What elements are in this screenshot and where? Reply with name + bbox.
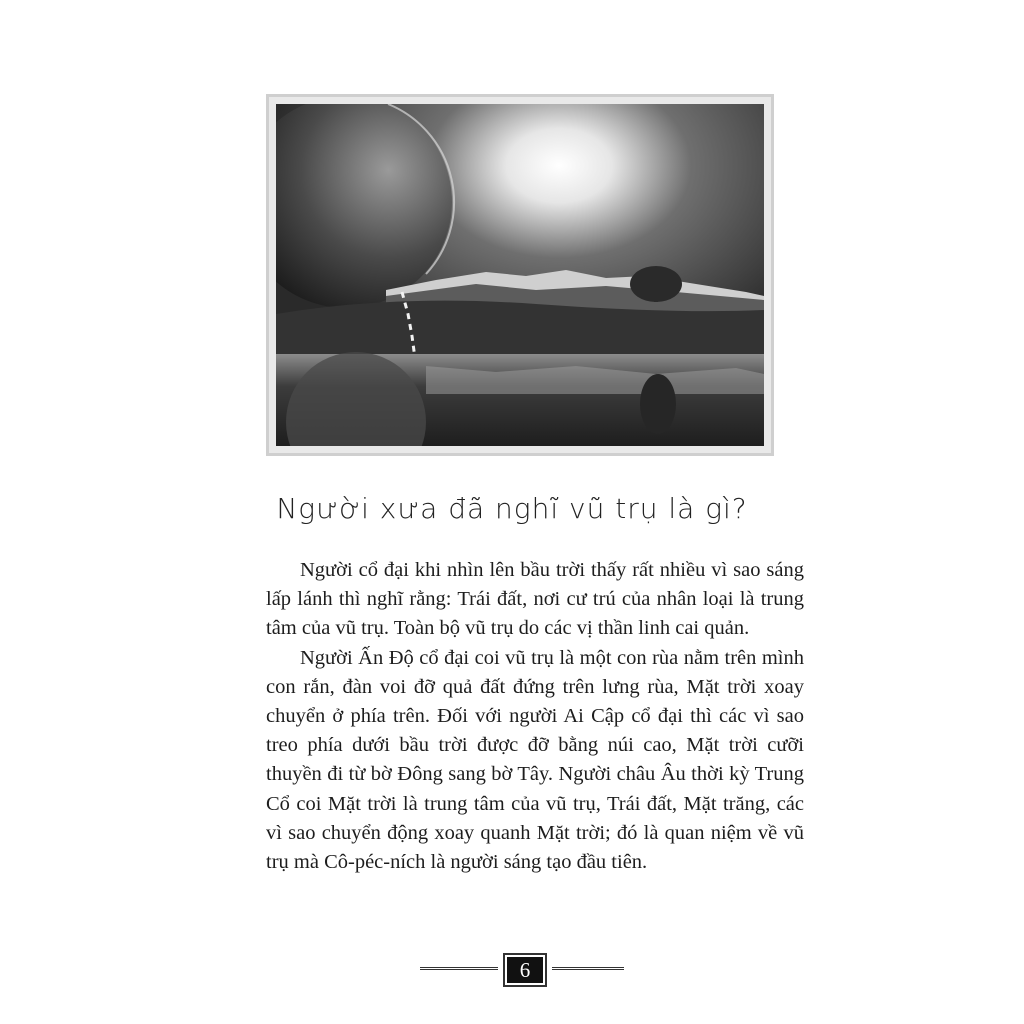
paragraph-1: Người cổ đại khi nhìn lên bầu trời thấy rất nhiều vì sao sáng lấp lánh thì nghĩ rằng: Trái đất, nơi cư trú của nhân loại là trung tâm của vũ trụ. Toàn bộ vũ trụ do các vị thần linh cai quản. bbox=[266, 559, 804, 640]
page-number: 6 bbox=[507, 957, 543, 983]
left-rule bbox=[420, 967, 498, 970]
page-number-area bbox=[420, 950, 630, 990]
page-number-box bbox=[503, 953, 547, 987]
paragraph-2: Người Ấn Độ cổ đại coi vũ trụ là một con rùa nằm trên mình con rắn, đàn voi đỡ quả đất đứng trên lưng rùa, Mặt trời xoay chuyển ở phía trên. Đối với người Ai Cập cổ đại thì các vì sao treo phía dưới bầu trời được đỡ bằng núi cao, Mặt trời cưỡi thuyền đi từ bờ Đông sang bờ Tây. Người châu Âu thời kỳ Trung Cổ coi Mặt trời là trung tâm của vũ trụ, Trái đất, Mặt trăng, các vì sao chuyển động xoay quanh Mặt trời; đó là quan niệm về vũ trụ mà Cô-péc-ních là người sáng tạo đầu tiên. bbox=[266, 646, 804, 874]
body-text bbox=[266, 556, 804, 877]
night-sky-illustration bbox=[276, 104, 764, 446]
tree-trunk bbox=[654, 286, 658, 302]
illustration-frame bbox=[266, 94, 774, 456]
right-rule bbox=[552, 967, 624, 970]
page-title: Người xưa đã nghĩ vũ trụ là gì? bbox=[276, 492, 748, 525]
tree-reflection bbox=[640, 374, 676, 434]
